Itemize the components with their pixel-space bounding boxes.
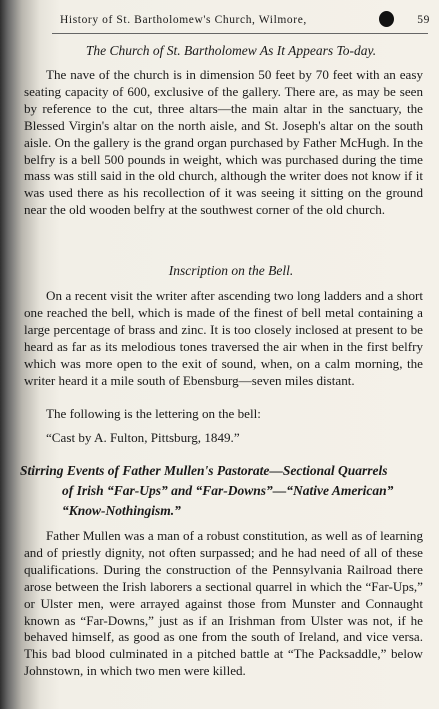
header-rule: [52, 33, 428, 34]
section-heading-church: The Church of St. Bartholomew As It Appears To-day.: [85, 43, 377, 58]
running-header: [60, 14, 430, 30]
page-number: 59: [417, 14, 430, 26]
section-heading-mullen-line2: of Irish “Far-Ups” and “Far-Downs”—“Native American”: [62, 483, 394, 498]
ink-blot: [379, 11, 394, 27]
section-heading-mullen-line3: “Know-Nothingism.”: [62, 503, 181, 518]
bell-lettering-intro: The following is the lettering on the bell:: [46, 406, 261, 421]
paragraph-bell-visit: On a recent visit the writer after ascending two long ladders and a short one reached the bell, which is made of the finest of bell metal containing a large percentage of brass and zinc. It is too closely inclosed at present to be heard as far as its melodious tones traversed the air when in the first belfry which was more open to the exit of sound, when, on a calm morning, the writer heard it a mile south of Ebensburg—seven miles distant.: [24, 288, 423, 388]
section-heading-bell-inscription: Inscription on the Bell.: [168, 263, 294, 278]
paragraph-church-description: The nave of the church is in dimension 50 feet by 70 feet with an easy seating capacity of 600, exclusive of the gallery. There are, as may be seen by reference to the cut, three altars—the main altar in the sanctuary, the Blessed Virgin's altar on the north aisle, and St. Joseph's altar on the south aisle. On the gallery is the grand organ purchased by Father McHugh. In the belfry is a bell 500 pounds in weight, which was purchased during the time mass was still said in the old church, although the writer does not know if it was used there as his recollection of it was seeing it sitting on the ground near the old wooden belfry at the southwest corner of the old church.: [24, 67, 423, 218]
section-heading-mullen: [20, 461, 424, 521]
paragraph-father-mullen: Father Mullen was a man of a robust constitution, as well as of learning and of priestly dignity, not often surpassed; and he had need of all of these qualifications. During the construction of the Pennsylvania Railroad there arose between the Irish laborers a sectional quarrel in which the “Far-Ups,” or Ulster men, were arrayed against those from Munster and Connaught known as “Far-Downs,” just as if an Irishman from Ulster was not, if he behaved himself, as good as one from the south of Ireland, and vice versa. This bad blood culminated in a pitched battle at “The Packsaddle,” below Johnstown, in which two men were killed.: [24, 528, 423, 679]
section-heading-mullen-line1: Stirring Events of Father Mullen's Pastorate—Sectional Quarrels: [20, 463, 388, 478]
bell-lettering-quote: “Cast by A. Fulton, Pittsburg, 1849.”: [46, 430, 240, 445]
running-title: History of St. Bartholomew's Church, Wilmore,: [60, 14, 307, 26]
